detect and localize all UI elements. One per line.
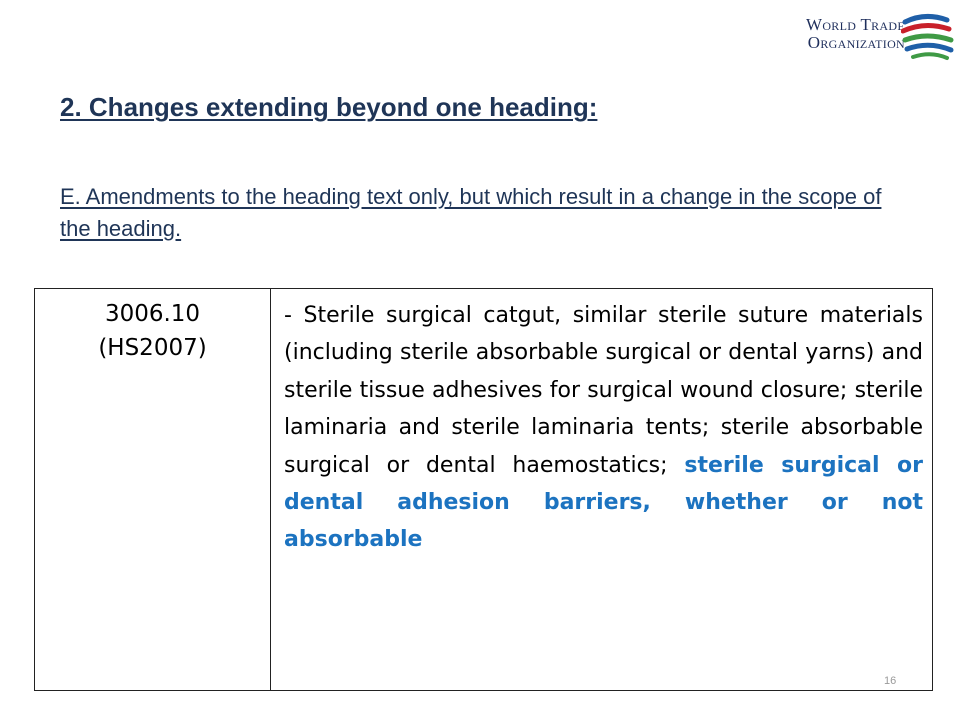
wto-emblem-icon xyxy=(901,10,957,62)
page-number: 16 xyxy=(884,675,897,687)
hs-change-table xyxy=(34,288,933,691)
code-cell xyxy=(35,289,271,690)
hs-code: 3006.10 xyxy=(104,301,201,327)
description-highlight: sterile surgical or dental adhesion barriers, whether or not absorbable xyxy=(284,452,923,553)
slide-subtitle: E. Amendments to the heading text only, but which result in a change in the scope of the heading. xyxy=(60,184,882,241)
wto-logo-line2: Organization xyxy=(807,33,905,52)
wto-logo xyxy=(787,10,957,62)
hs-version: (HS2007) xyxy=(98,335,207,361)
slide-title: 2. Changes extending beyond one heading: xyxy=(60,92,598,122)
wto-logo-line1: World Trade xyxy=(805,15,905,34)
description-text: - Sterile surgical catgut, similar sterile suture materials (including sterile absorbable surgical or dental yarns) and sterile tissue adhesives for surgical wound closure; sterile laminaria and sterile laminaria tents; sterile absorbable surgical or dental haemostatics; xyxy=(284,303,923,478)
description-cell xyxy=(271,289,932,690)
wto-logo-text xyxy=(787,16,905,52)
